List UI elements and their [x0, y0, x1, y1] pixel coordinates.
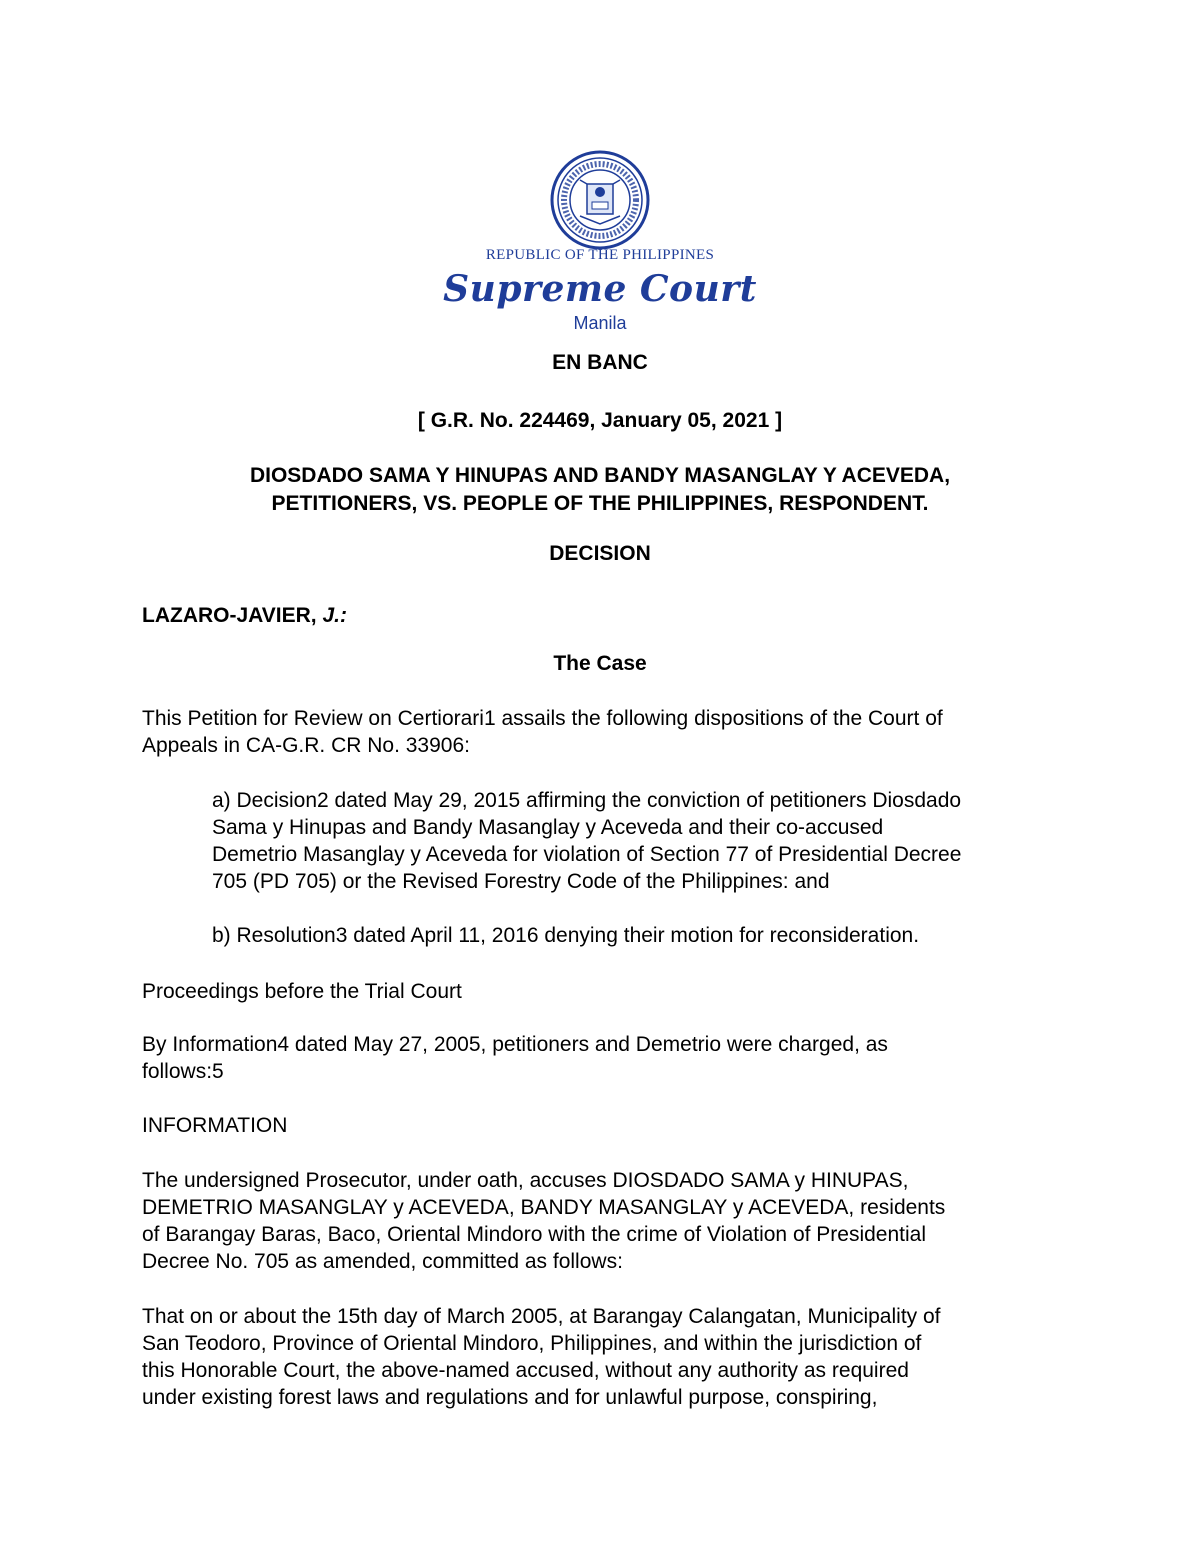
text-line: a) Decision2 dated May 29, 2015 affirming the conviction of petitioners Diosdado — [212, 789, 962, 812]
case-number: [ G.R. No. 224469, January 05, 2021 ] — [417, 409, 783, 432]
accusation-paragraph — [142, 1167, 1062, 1275]
ponente-name: LAZARO-JAVIER, — [142, 604, 317, 627]
text-line: 705 (PD 705) or the Revised Forestry Code of the Philippines: and — [212, 870, 830, 893]
text-line: follows:5 — [142, 1060, 224, 1083]
supreme-court-seal-icon — [550, 150, 650, 250]
text-line: Demetrio Masanglay y Aceveda for violation of Section 77 of Presidential Decree — [212, 843, 962, 866]
ponente — [142, 602, 1062, 629]
facts-paragraph — [142, 1303, 1062, 1411]
text-line: Appeals in CA-G.R. CR No. 33906: — [142, 734, 470, 757]
information-label: INFORMATION — [142, 1114, 288, 1137]
parties-line: DIOSDADO SAMA Y HINUPAS AND BANDY MASANGLAY Y ACEVEDA, — [249, 464, 951, 487]
text-line: The undersigned Prosecutor, under oath, accuses DIOSDADO SAMA y HINUPAS, — [142, 1169, 909, 1192]
item-b-paragraph: b) Resolution3 dated April 11, 2016 denying their motion for reconsideration. — [212, 924, 920, 947]
proceedings-heading: Proceedings before the Trial Court — [142, 980, 462, 1003]
text-line: That on or about the 15th day of March 2005, at Barangay Calangatan, Municipality of — [142, 1305, 941, 1328]
division-heading: EN BANC — [552, 351, 648, 374]
text-line: This Petition for Review on Certiorari1 assails the following dispositions of the Court of — [142, 707, 943, 730]
ponente-suffix: J.: — [322, 604, 347, 627]
text-line: DEMETRIO MASANGLAY y ACEVEDA, BANDY MASANGLAY y ACEVEDA, residents — [142, 1196, 946, 1219]
section-title: The Case — [553, 652, 647, 675]
text-line: San Teodoro, Province of Oriental Mindoro, Philippines, and within the jurisdiction of — [142, 1332, 922, 1355]
text-line: By Information4 dated May 27, 2005, petitioners and Demetrio were charged, as — [142, 1033, 888, 1056]
republic-heading: REPUBLIC OF THE PHILIPPINES — [485, 247, 715, 263]
intro-paragraph — [142, 705, 1062, 759]
text-line: under existing forest laws and regulations and for unlawful purpose, conspiring, — [142, 1386, 878, 1409]
information-intro-paragraph — [142, 1031, 1062, 1085]
text-line: Sama y Hinupas and Bandy Masanglay y Aceveda and their co-accused — [212, 816, 884, 839]
case-parties — [0, 462, 1200, 518]
text-line: this Honorable Court, the above-named accused, without any authority as required — [142, 1359, 909, 1382]
item-a-paragraph — [212, 787, 1062, 895]
text-line: of Barangay Baras, Baco, Oriental Mindoro with the crime of Violation of Presidential — [142, 1223, 927, 1246]
court-name: Supreme Court — [443, 268, 757, 310]
parties-line: PETITIONERS, VS. PEOPLE OF THE PHILIPPINES, RESPONDENT. — [271, 492, 929, 515]
court-city: Manila — [573, 313, 627, 333]
text-line: Decree No. 705 as amended, committed as follows: — [142, 1250, 623, 1273]
decision-heading: DECISION — [549, 542, 651, 565]
